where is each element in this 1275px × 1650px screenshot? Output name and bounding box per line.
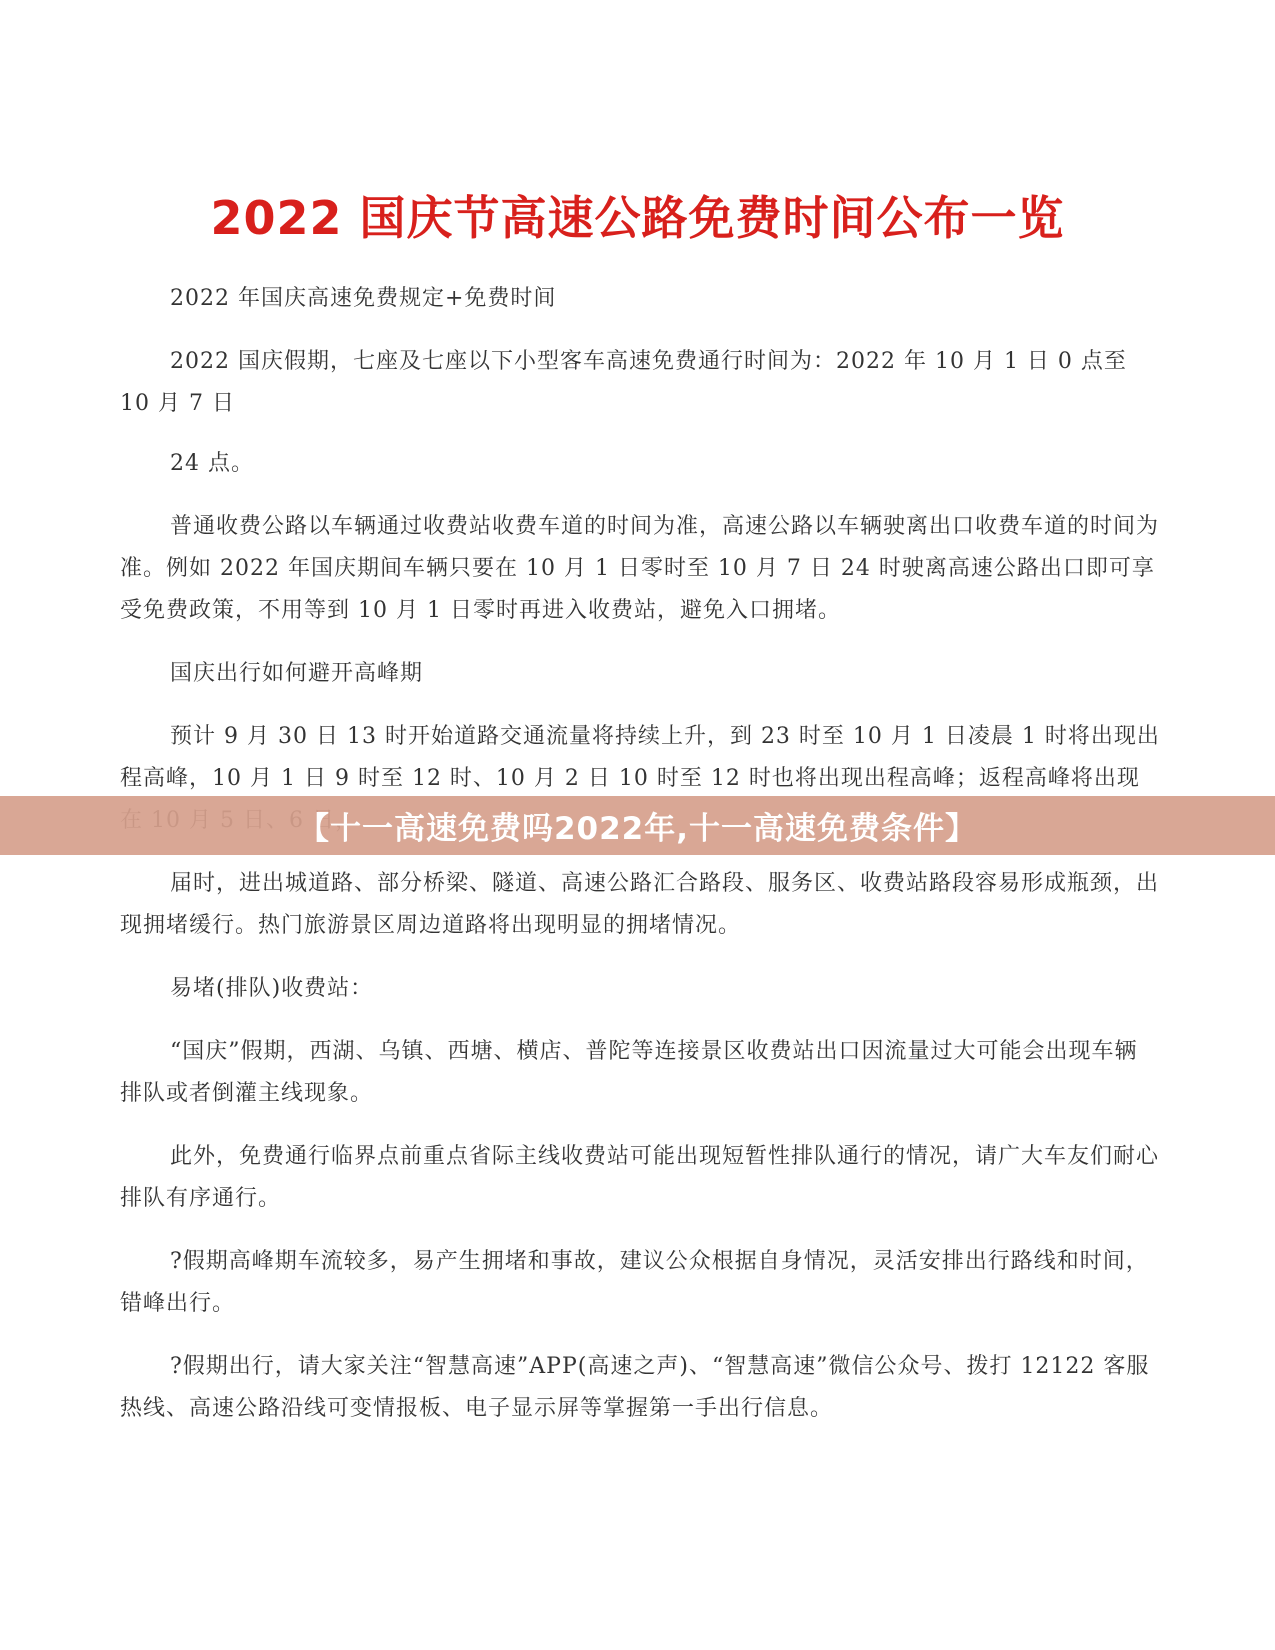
paragraph-peak-forecast: 预计 9 月 30 日 13 时开始道路交通流量将持续上升，到 23 时至 10 月 1 日凌晨 1 时将出现出程高峰，10 月 1 日 9 时至 12 时、10 月 2 日 10 时至 12 时也将出现出程高峰；返程高峰将出现 xyxy=(120,724,1160,791)
paragraph-toll-rule: 普通收费公路以车辆通过收费站收费车道的时间为准，高速公路以车辆驶离出口收费车道的时间为准。例如 2022 年国庆期间车辆只要在 10 月 1 日零时至 10 月 7 日 24 时驶离高速公路出口即可享受免费政策，不用等到 10 月 1 日零时再进入收费站，避免入口拥堵。 xyxy=(120,514,1160,623)
paragraph-heading-peak: 国庆出行如何避开高峰期 xyxy=(170,661,424,686)
paragraph-bottleneck: 届时，进出城道路、部分桥梁、隧道、高速公路汇合路段、服务区、收费站路段容易形成瓶颈，出现拥堵缓行。热门旅游景区周边道路将出现明显的拥堵情况。 xyxy=(120,871,1160,938)
paragraph-queue-notice: 此外，免费通行临界点前重点省际主线收费站可能出现短暂性排队通行的情况，请广大车友们耐心排队有序通行。 xyxy=(120,1144,1160,1211)
paragraph-heading-stations: 易堵(排队)收费站： xyxy=(170,976,374,1001)
caption-banner-text: 【十一高速免费吗2022年,十一高速免费条件】 xyxy=(297,811,978,847)
document-title: 2022 国庆节高速公路免费时间公布一览 xyxy=(210,191,1065,245)
paragraph-free-time: 2022 国庆假期，七座及七座以下小型客车高速免费通行时间为：2022 年 10 月 1 日 0 点至 10 月 7 日 xyxy=(120,349,1127,416)
paragraph-heading-rules: 2022 年国庆高速免费规定+免费时间 xyxy=(170,286,557,311)
caption-banner xyxy=(0,796,1275,855)
paragraph-info-channels: ?假期出行，请大家关注“智慧高速”APP(高速之声)、“智慧高速”微信公众号、拨打 12122 客服热线、高速公路沿线可变情报板、电子显示屏等掌握第一手出行信息。 xyxy=(120,1354,1150,1421)
paragraph-scenic-stations: “国庆”假期，西湖、乌镇、西塘、横店、普陀等连接景区收费站出口因流量过大可能会出现车辆排队或者倒灌主线现象。 xyxy=(120,1039,1138,1106)
paragraph-free-time-end: 24 点。 xyxy=(170,451,254,476)
paragraph-peak-advice: ?假期高峰期车流较多，易产生拥堵和事故，建议公众根据自身情况，灵活安排出行路线和时间，错峰出行。 xyxy=(120,1249,1149,1316)
document-body xyxy=(120,278,1160,1451)
